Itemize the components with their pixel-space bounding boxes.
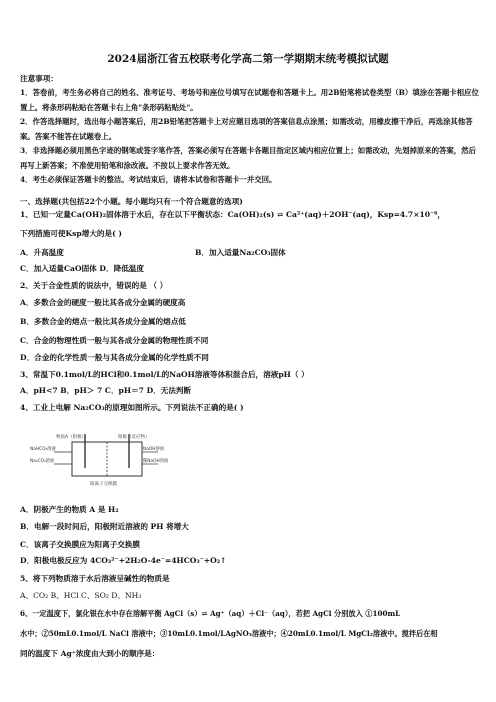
q1-stem: 1、已知一定量Ca(OH)₂固体溶于水后，存在以下平衡状态：Ca(OH)₂(s) ⇌ Ca²⁺(aq)＋2OH⁻(aq)，Ksp=4.7×10⁻⁶， <box>20 210 446 219</box>
q2-stem: 2、关于合金性质的说法中，错误的是 （ ） <box>20 281 168 290</box>
q6-line-2: 水中；②50mL0.1mol/L NaCl 溶液中；③10mL0.1mol/LAgNO₃溶液中；④20mL0.1mol/L MgCl₂溶液中。搅拌后在相 <box>20 629 438 638</box>
q4-stem: 4、工业上电解 Na₂CO₃的原理如图所示。下列说法不正确的是( ) <box>20 403 244 412</box>
notice-item-2: 2．作答选择题时，选出每小题答案后，用2B铅笔把答题卡上对应题目选项的答案信息点涂黑；如需改动，用橡皮擦干净后，再选涂其他答案。答案不能答在试题卷上。 <box>20 117 473 141</box>
notice-item-3: 3．非选择题必须用黑色字迹的钢笔或签字笔作答，答案必须写在答题卡各题目指定区域内相应位置上；如需改动，先划掉原来的答案，然后再写上新答案；不准使用铅笔和涂改液。不按以上要求作答无效。 <box>20 146 476 170</box>
diagram-left-top: 物质A（阴极） <box>56 435 87 440</box>
q3-stem: 3、常温下0.1mol/L的HCl和0.1mol/L的NaOH溶液等体积混合后，溶液pH（ ） <box>20 370 309 379</box>
notice-item-1: 1．答卷前，考生务必将自己的姓名、准考证号、考场号和座位号填写在试题卷和答题卡上。用2B铅笔将试卷类型（B）填涂在答题卡相应位置上。将条形码粘贴在答题卡右上角"条形码粘贴处"。 <box>20 88 479 112</box>
q4-option-c: C．该离子交换膜应为阳离子交换膜 <box>20 540 140 549</box>
diagram-right-1: NaOH溶液 <box>143 447 165 452</box>
q6-stem: 6、一定温度下，氯化银在水中存在溶解平衡 AgCl（s）⇌ Ag⁺（aq）＋Cl⁻（aq），若把 AgCl 分别放入 ①100mL <box>20 609 401 618</box>
notice-item-4: 4．考生必须保证答题卡的整洁。考试结束后，请将本试卷和答题卡一并交回。 <box>20 175 277 184</box>
q4-option-d: D．阳极电极反应为 4CO₃²⁻+2H₂O-4e⁻=4HCO₃⁻+O₂↑ <box>20 556 227 565</box>
q4-option-a: A．阴极产生的物质 A 是 H₂ <box>20 505 119 514</box>
electrolysis-diagram <box>30 430 170 488</box>
q2-option-c: C．合金的物理性质一般与其各成分金属的物理性质不同 <box>20 336 209 345</box>
q6-line-3: 同的温度下 Ag⁺浓度由大到小的顺序是： <box>20 649 160 658</box>
q1-option-a: A．升高温度 <box>20 248 64 257</box>
notice-heading: 注意事项： <box>20 74 58 83</box>
q2-option-b: B．多数合金的熔点一般比其各成分金属的熔点低 <box>20 317 186 326</box>
diagram-left-2: Na₂CO₃溶液 <box>30 459 55 464</box>
page-title: 2024届浙江省五校联考化学高二第一学期期末统考模拟试题 <box>107 53 389 65</box>
q2-option-d: D．合金的化学性质一般与其各成分金属的化学性质不同 <box>20 353 209 362</box>
q1-option-b: B．加入适量Na₂CO₃固体 <box>195 248 286 257</box>
q1-option-cd: C．加入适量CaO固体 D．降低温度 <box>20 264 144 273</box>
q3-options: A．pH<7 B．pH＞ 7 C．pH＝7 D．无法判断 <box>20 386 192 395</box>
q2-option-a: A．多数合金的硬度一般比其各成分金属的硬度高 <box>20 298 186 307</box>
q4-option-b: B．电解一段时间后，阳极附近溶液的 PH 将增大 <box>20 522 189 531</box>
q5-options: A、CO₂ B、HCl C、SO₂ D、NH₃ <box>20 591 142 600</box>
section-heading: 一、选择题(共包括22个小题。每小题均只有一个符合题意的选项) <box>20 197 243 206</box>
q1-stem-2: 下列措施可使Ksp增大的是( ) <box>20 229 122 238</box>
diagram-bottom: 阳离子交换膜 <box>90 482 117 487</box>
diagram-right-2: 稀NaOH溶液 <box>143 459 169 464</box>
q5-stem: 5、将下列物质溶于水后溶液呈碱性的物质是 <box>20 574 170 583</box>
diagram-left-1: NaHCO₃溶液 <box>30 447 56 452</box>
diagram-right-top: 阳极（反应物） <box>118 435 150 440</box>
